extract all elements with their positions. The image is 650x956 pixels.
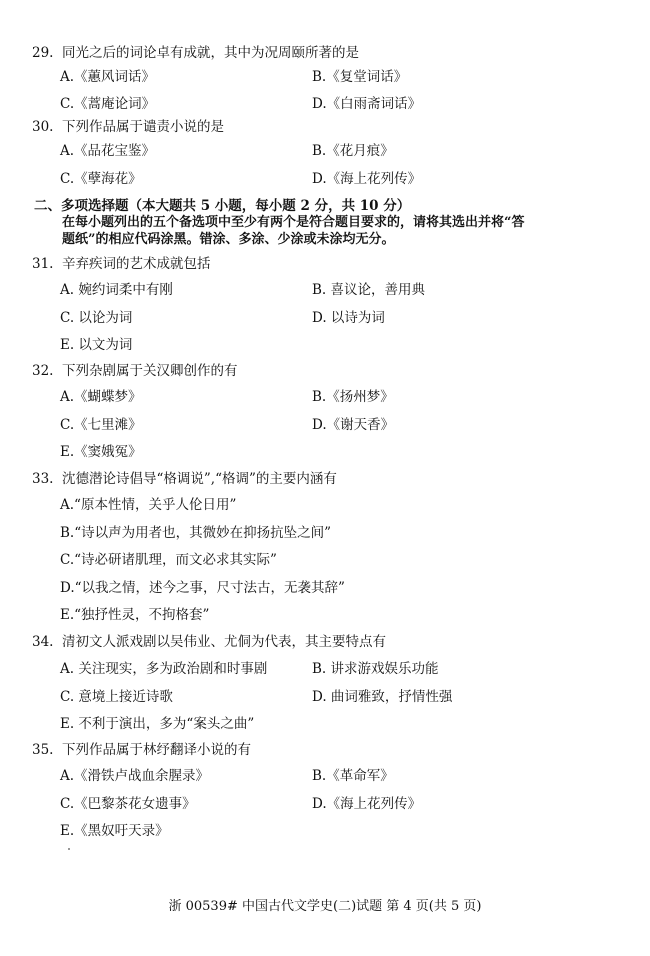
question-number: 30. bbox=[32, 119, 54, 135]
option-c: C.“诗必研诸肌理，而文必求其实际” bbox=[60, 552, 277, 568]
option-e: E.《窦娥冤》 bbox=[60, 444, 142, 460]
question-35 bbox=[32, 741, 251, 759]
option-a: A. 婉约词柔中有刚 bbox=[60, 282, 173, 298]
option-d: D.“以我之情，述今之事，尺寸法古，无袭其辞” bbox=[60, 580, 345, 596]
option-a: A.“原本性情，关乎人伦日用” bbox=[60, 497, 237, 513]
option-c: C.《蒿庵论词》 bbox=[60, 96, 156, 112]
question-stem: 沈德潜论诗倡导“格调说”,“格调”的主要内涵有 bbox=[62, 471, 337, 487]
question-stem: 清初文人派戏剧以吴伟业、尤侗为代表，其主要特点有 bbox=[62, 634, 386, 650]
option-d: D. 以诗为词 bbox=[312, 310, 385, 326]
option-c: C. 以论为词 bbox=[60, 310, 133, 326]
page-footer: 浙 00539# 中国古代文学史(二)试题 第 4 页(共 5 页) bbox=[168, 899, 482, 914]
option-b: B.《革命军》 bbox=[312, 768, 394, 784]
question-30 bbox=[32, 118, 224, 136]
option-e: E. 不利于演出，多为“案头之曲” bbox=[60, 716, 255, 732]
section-instructions-line-1: 在每小题列出的五个备选项中至少有两个是符合题目要求的，请将其选出并将“答 bbox=[62, 215, 525, 230]
section-instructions-line-2: 题纸”的相应代码涂黑。错涂、多涂、少涂或未涂均无分。 bbox=[62, 232, 395, 247]
option-c: C.《七里滩》 bbox=[60, 417, 142, 433]
option-c: C.《孽海花》 bbox=[60, 171, 142, 187]
option-d: D. 曲词雅致，抒情性强 bbox=[312, 689, 453, 705]
question-stem: 下列作品属于林纾翻译小说的有 bbox=[62, 742, 251, 758]
question-34 bbox=[32, 633, 386, 651]
option-b: B.《花月痕》 bbox=[312, 143, 394, 159]
option-b: B.“诗以声为用者也，其微妙在抑扬抗坠之间” bbox=[60, 525, 332, 541]
option-b: B.《复堂词话》 bbox=[312, 69, 408, 85]
question-number: 29. bbox=[32, 45, 54, 61]
option-d: D.《谢天香》 bbox=[312, 417, 395, 433]
scan-speck bbox=[68, 848, 70, 850]
option-e: E. 以文为词 bbox=[60, 337, 133, 353]
option-d: D.《海上花列传》 bbox=[312, 796, 422, 812]
question-31 bbox=[32, 255, 211, 273]
question-29 bbox=[32, 44, 359, 62]
option-b: B.《扬州梦》 bbox=[312, 389, 394, 405]
question-stem: 下列杂剧属于关汉卿创作的有 bbox=[62, 363, 238, 379]
option-a: A.《蝴蝶梦》 bbox=[60, 389, 142, 405]
question-stem: 辛弃疾词的艺术成就包括 bbox=[62, 256, 211, 272]
option-d: D.《白雨斋词话》 bbox=[312, 96, 422, 112]
question-stem: 同光之后的词论卓有成就，其中为况周颐所著的是 bbox=[62, 45, 359, 61]
option-b: B. 讲求游戏娱乐功能 bbox=[312, 661, 439, 677]
option-a: A.《蕙风词话》 bbox=[60, 69, 156, 85]
option-e: E.《黑奴吁天录》 bbox=[60, 823, 169, 839]
question-stem: 下列作品属于谴责小说的是 bbox=[62, 119, 224, 135]
question-number: 31. bbox=[32, 256, 54, 272]
section-title: 二、多项选择题（本大题共 5 小题，每小题 2 分，共 10 分） bbox=[34, 198, 411, 214]
option-b: B. 喜议论，善用典 bbox=[312, 282, 426, 298]
question-33 bbox=[32, 470, 337, 488]
option-c: C.《巴黎茶花女遗事》 bbox=[60, 796, 196, 812]
question-number: 34. bbox=[32, 634, 54, 650]
question-number: 35. bbox=[32, 742, 54, 758]
option-a: A.《品花宝鉴》 bbox=[60, 143, 156, 159]
option-a: A. 关注现实，多为政治剧和时事剧 bbox=[60, 661, 268, 677]
option-a: A.《滑铁卢战血余腥录》 bbox=[60, 768, 210, 784]
question-32 bbox=[32, 362, 238, 380]
option-d: D.《海上花列传》 bbox=[312, 171, 422, 187]
question-number: 32. bbox=[32, 363, 54, 379]
question-number: 33. bbox=[32, 471, 54, 487]
option-e: E.“独抒性灵，不拘格套” bbox=[60, 607, 210, 623]
option-c: C. 意境上接近诗歌 bbox=[60, 689, 173, 705]
